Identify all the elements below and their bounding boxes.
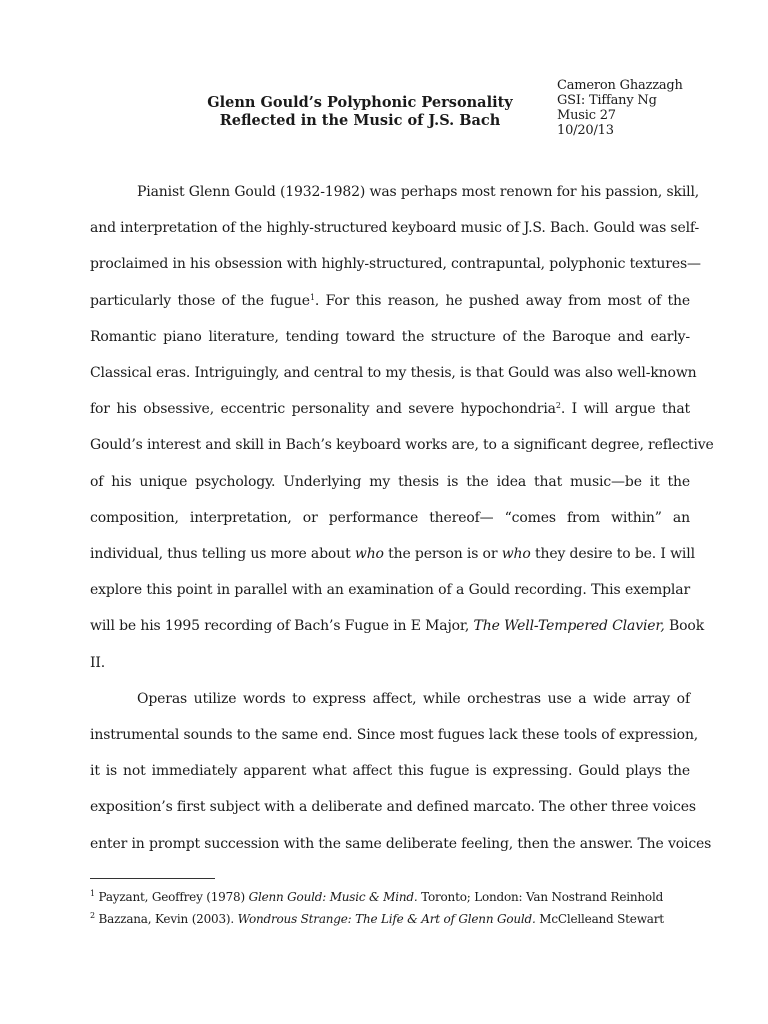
footnote-2-mark: 2 bbox=[90, 911, 95, 920]
text-line: Pianist Glenn Gould (1932-1982) was perhaps most renown for his passion, skill, bbox=[137, 184, 700, 200]
text-line: individual, thus telling us more about who the person is or who they desire to be. I will bbox=[90, 546, 695, 563]
text-line: for his obsessive, eccentric personality and severe hypochondria$^2$. I will argue that bbox=[90, 401, 691, 418]
author-block bbox=[557, 78, 683, 138]
title-line-1: Glenn Gould’s Polyphonic Personality bbox=[207, 94, 513, 111]
footnote-divider bbox=[90, 878, 215, 879]
title-line-2: Reflected in the Music of J.S. Bach bbox=[219, 112, 501, 129]
text-line: it is not immediately apparent what affect this fugue is expressing. Gould plays the bbox=[90, 763, 690, 780]
paragraph-2 bbox=[90, 681, 712, 862]
text-line: enter in prompt succession with the same deliberate feeling, then the answer. The voices bbox=[90, 835, 712, 852]
text-line: Romantic piano literature, tending toward the structure of the Baroque and early- bbox=[90, 328, 690, 345]
footnotes bbox=[90, 886, 664, 930]
text-line: and interpretation of the highly-structured keyboard music of J.S. Bach. Gould was self- bbox=[90, 220, 700, 237]
paragraph-1 bbox=[90, 174, 714, 681]
text-line: exposition’s first subject with a deliberate and defined marcato. The other three voices bbox=[90, 799, 696, 816]
text-line: Classical eras. Intriguingly, and central to my thesis, is that Gould was also well-known bbox=[90, 365, 697, 382]
text-line: composition, interpretation, or performance thereof— “comes from within” an bbox=[90, 509, 690, 526]
footnote-ref-2[interactable]: 2 bbox=[555, 401, 561, 411]
text-line: proclaimed in his obsession with highly-structured, contrapuntal, polyphonic textures— bbox=[90, 256, 701, 273]
footnote-ref-1[interactable]: 1 bbox=[309, 292, 315, 302]
text-line: Gould’s interest and skill in Bach’s keyboard works are, to a significant degree, reflective bbox=[90, 437, 714, 454]
course-name: Music 27 bbox=[557, 108, 616, 123]
footnote-2: $^2$ Bazzana, Kevin (2003). Wondrous Strange: The Life & Art of Glenn Gould. McClelleand Stewart bbox=[90, 911, 664, 926]
footnote-1-mark: 1 bbox=[90, 889, 95, 898]
text-line: Operas utilize words to express affect, while orchestras use a wide array of bbox=[137, 690, 690, 707]
essay-body bbox=[90, 174, 714, 862]
page-title bbox=[150, 94, 570, 130]
text-line: explore this point in parallel with an examination of a Gould recording. This exemplar bbox=[90, 582, 690, 599]
date: 10/20/13 bbox=[557, 123, 614, 138]
footnote-1: $^1$ Payzant, Geoffrey (1978) Glenn Gould: Music & Mind. Toronto; London: Van Nostrand Reinhold bbox=[90, 889, 664, 904]
text-line: will be his 1995 recording of Bach’s Fugue in E Major, The Well-Tempered Clavier, Book bbox=[90, 618, 705, 635]
text-line: II. bbox=[90, 654, 106, 671]
text-line: instrumental sounds to the same end. Since most fugues lack these tools of expression, bbox=[90, 727, 699, 744]
text-line: particularly those of the fugue$^1$. For this reason, he pushed away from most of the bbox=[90, 292, 690, 309]
text-line: of his unique psychology. Underlying my thesis is the idea that music—be it the bbox=[90, 473, 690, 490]
author-name: Cameron Ghazzagh bbox=[557, 78, 683, 93]
gsi-name: GSI: Tiffany Ng bbox=[557, 93, 657, 108]
